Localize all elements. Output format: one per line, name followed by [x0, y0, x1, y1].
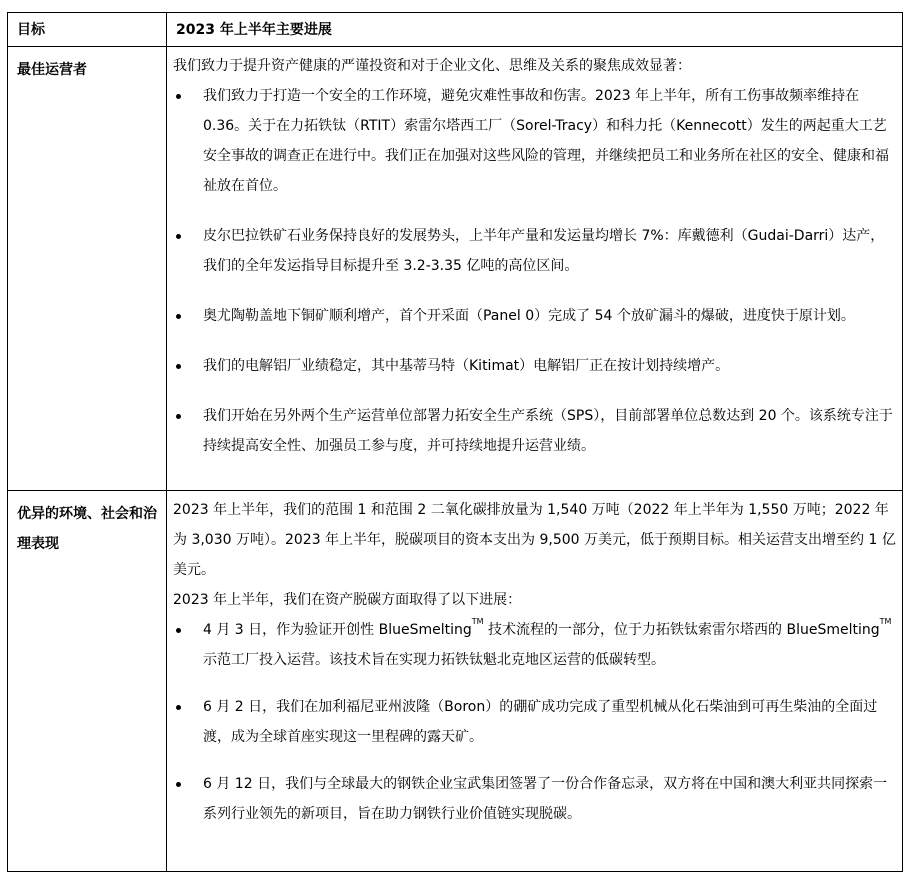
row-content — [167, 47, 902, 461]
row-paragraph: 2023 年上半年，我们的范围 1 和范围 2 二氧化碳排放量为 1,540 万吨（2022 年上半年为 1,550 万吨；2022 年为 3,030 万吨）。2023 年上半年，脱碳项目的资本支出为 9,500 万美元，低于预期目标。相关运营支出增至约 1 亿美元。 — [173, 502, 896, 578]
trademark-mark: TM — [879, 617, 892, 626]
bullet-list — [173, 81, 896, 461]
table-row — [8, 47, 903, 491]
row-intro: 我们致力于提升资产健康的严谨投资和对于企业文化、思维及关系的聚焦成效显著： — [173, 58, 691, 74]
row-content-cell — [167, 47, 903, 491]
list-item-text: 我们开始在另外两个生产运营单位部署力拓安全生产系统（SPS），目前部署单位总数达到 20 个。该系统专注于持续提高安全性、加强员工参与度，并可持续地提升运营业绩。 — [203, 408, 893, 454]
list-item — [173, 221, 896, 281]
header-cell-progress — [167, 13, 903, 47]
progress-table — [7, 12, 903, 872]
trademark-mark: TM — [471, 617, 484, 626]
row-paragraph: 2023 年上半年，我们在资产脱碳方面取得了以下进展： — [173, 592, 522, 608]
row-content-cell — [167, 491, 903, 872]
list-item — [173, 351, 896, 381]
row-label: 最佳运营者 — [17, 62, 87, 78]
row-content — [167, 491, 902, 829]
list-item — [173, 769, 896, 829]
bullet-icon — [176, 782, 181, 787]
list-item-text-b: 技术流程的一部分，位于力拓铁钛索雷尔塔西的 BlueSmelting — [483, 622, 880, 638]
header-goal-label: 目标 — [17, 22, 45, 38]
list-item-text: 奥尤陶勒盖地下铜矿顺利增产，首个开采面（Panel 0）完成了 54 个放矿漏斗的爆破，进度快于原计划。 — [203, 308, 855, 324]
list-item — [173, 301, 896, 331]
bullet-icon — [176, 234, 181, 239]
row-label-cell — [8, 47, 167, 491]
header-cell-goal — [8, 13, 167, 47]
bullet-icon — [176, 414, 181, 419]
row-label-cell — [8, 491, 167, 872]
bullet-icon — [176, 314, 181, 319]
bullet-icon — [176, 94, 181, 99]
row-label: 优异的环境、社会和治理表现 — [17, 506, 157, 552]
bullet-icon — [176, 705, 181, 710]
bullet-icon — [176, 628, 181, 633]
list-item — [173, 81, 896, 201]
table-row — [8, 491, 903, 872]
bullet-icon — [176, 364, 181, 369]
list-item-text-a: 4 月 3 日，作为验证开创性 BlueSmelting — [203, 622, 472, 638]
list-item-text: 6 月 2 日，我们在加利福尼亚州波隆（Boron）的硼矿成功完成了重型机械从化石柴油到可再生柴油的全面过渡，成为全球首座实现这一里程碑的露天矿。 — [203, 699, 878, 745]
list-item — [173, 401, 896, 461]
header-progress-label: 2023 年上半年主要进展 — [176, 22, 332, 38]
list-item — [173, 615, 896, 675]
table-header-row — [8, 13, 903, 47]
list-item-text: 我们的电解铝厂业绩稳定，其中基蒂马特（Kitimat）电解铝厂正在按计划持续增产。 — [203, 358, 730, 374]
list-item-text: 皮尔巴拉铁矿石业务保持良好的发展势头，上半年产量和发运量均增长 7%：库戴德利（Gudai-Darri）达产，我们的全年发运指导目标提升至 3.2-3.35 亿吨的高位区间。 — [203, 228, 885, 274]
list-item-text: 6 月 12 日，我们与全球最大的钢铁企业宝武集团签署了一份合作备忘录，双方将在中国和澳大利亚共同探索一系列行业领先的新项目，旨在助力钢铁行业价值链实现脱碳。 — [203, 776, 888, 822]
list-item-text: 我们致力于打造一个安全的工作环境，避免灾难性事故和伤害。2023 年上半年，所有工伤事故频率维持在 0.36。关于在力拓铁钛（RTIT）索雷尔塔西工厂（Sorel-Tracy）和科力托（Kennecott）发生的两起重大工艺安全事故的调查正在进行中。我们正在加强对这些风险的管理，并继续把员工和业务所在社区的安全、健康和福祉放在首位。 — [203, 88, 889, 194]
bullet-list — [173, 615, 896, 829]
list-item-text-c: 示范工厂投入运营。该技术旨在实现力拓铁钛魁北克地区运营的低碳转型。 — [203, 652, 665, 668]
list-item — [173, 692, 896, 752]
